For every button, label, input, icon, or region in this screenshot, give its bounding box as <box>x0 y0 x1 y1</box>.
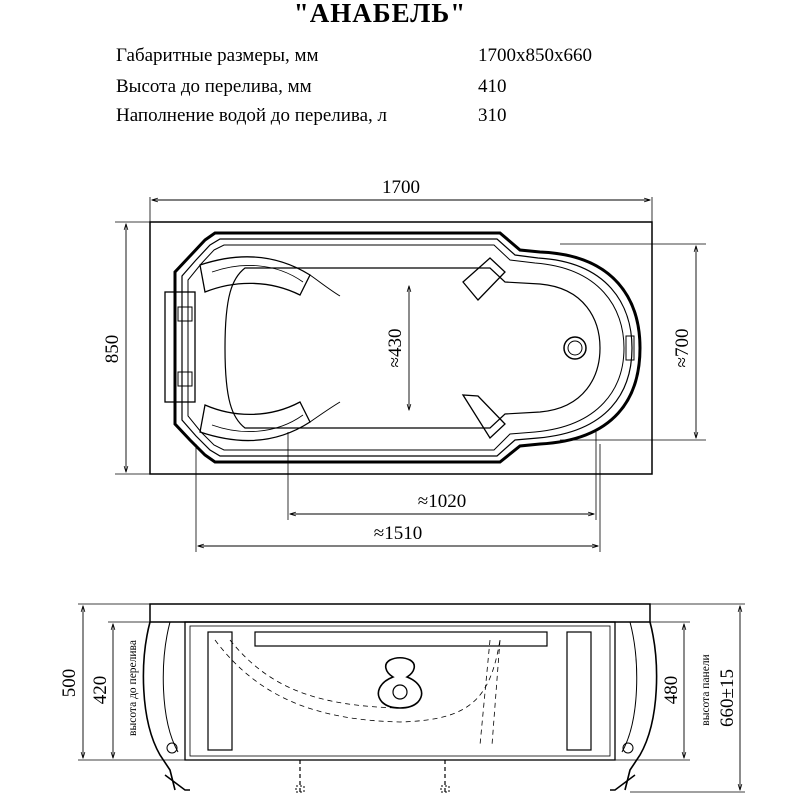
panel-insert-right <box>567 632 591 750</box>
label-bottom-length: ≈1020 <box>417 491 467 512</box>
product-title: "АНАБЕЛЬ" <box>293 0 467 28</box>
panel-moulding <box>255 632 547 646</box>
left-support <box>143 622 175 790</box>
bowl-profile-hidden <box>215 640 500 722</box>
headrest-fixing <box>178 372 192 386</box>
label-overflow-caption: высота до перелива <box>127 640 139 736</box>
spec-value-water-volume: 310 <box>478 105 507 126</box>
keyhole-ornament <box>378 658 421 708</box>
spec-value-overflow-height: 410 <box>478 76 507 97</box>
drain-icon <box>564 337 586 359</box>
foot-block-lower <box>463 395 505 438</box>
label-panel-height: 480 <box>661 675 682 705</box>
label-inner-width: ≈700 <box>672 328 693 368</box>
right-support <box>625 622 657 790</box>
spec-label-dimensions: Габаритные размеры, мм <box>116 45 319 66</box>
label-panel-caption: высота панели <box>700 654 712 726</box>
panel-insert-left <box>208 632 232 750</box>
label-overflow-height: 420 <box>90 675 111 705</box>
label-seat-span: ≈430 <box>385 328 406 368</box>
label-length: 1700 <box>382 177 420 198</box>
foot-right <box>610 775 635 790</box>
spec-value-dimensions: 1700x850x660 <box>478 45 592 66</box>
label-height-total: 500 <box>59 668 80 698</box>
foot-left <box>165 775 190 790</box>
label-height-with-legs: 660±15 <box>717 669 738 727</box>
spec-label-overflow-height: Высота до перелива, мм <box>116 76 312 97</box>
label-width: 850 <box>102 334 123 364</box>
top-view <box>115 197 706 552</box>
spec-label-water-volume: Наполнение водой до перелива, л <box>116 105 388 126</box>
overflow-outlet <box>626 336 634 360</box>
tub-bottom <box>225 268 600 428</box>
front-rim <box>150 604 650 622</box>
front-panel <box>185 622 615 760</box>
headrest-fixing <box>178 307 192 321</box>
foot-block-upper <box>463 258 505 300</box>
front-view <box>78 604 745 792</box>
label-inner-length: ≈1510 <box>373 523 423 544</box>
